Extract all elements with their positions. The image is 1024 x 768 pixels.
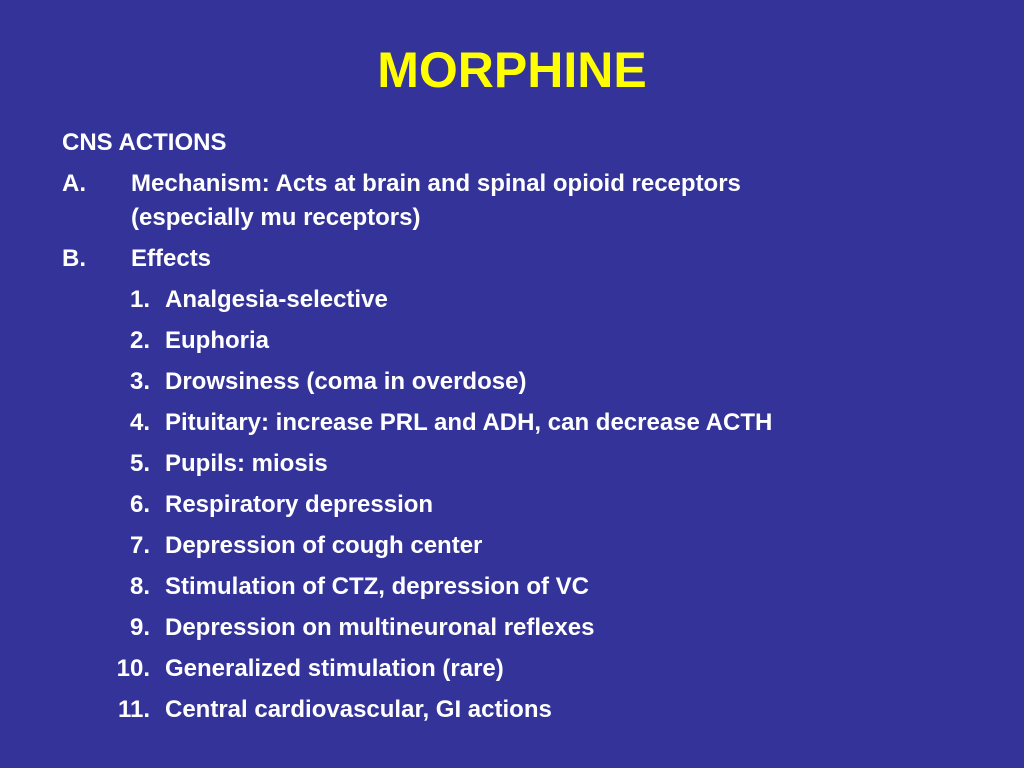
list-number: 9. (129, 614, 150, 641)
effects-label: Effects (131, 245, 212, 272)
list-number: 2. (129, 327, 150, 354)
list-item-text: Generalized stimulation (rare) (165, 655, 504, 682)
list-number: 7. (129, 532, 150, 559)
list-marker-b: B. (62, 245, 86, 272)
list-item-text: Stimulation of CTZ, depression of VC (165, 573, 590, 600)
list-item-text: Depression of cough center (165, 532, 483, 559)
mechanism-line-1: Mechanism: Acts at brain and spinal opioid receptors (131, 170, 741, 197)
list-number: 11. (117, 696, 150, 723)
list-marker-a: A. (62, 170, 86, 197)
list-number: 8. (129, 573, 150, 600)
list-number: 5. (129, 450, 150, 477)
list-item-text: Pupils: miosis (165, 450, 328, 477)
list-number: 1. (129, 286, 150, 313)
list-item-text: Drowsiness (coma in overdose) (165, 368, 527, 395)
list-item-text: Analgesia-selective (165, 286, 388, 313)
list-item-text: Central cardiovascular, GI actions (165, 696, 552, 723)
list-item-text: Pituitary: increase PRL and ADH, can decrease ACTH (165, 409, 773, 436)
list-item-text: Depression on multineuronal reflexes (165, 614, 595, 641)
list-number: 6. (129, 491, 150, 518)
slide-title: MORPHINE (377, 42, 647, 98)
list-number: 3. (129, 368, 150, 395)
list-number: 4. (129, 409, 150, 436)
mechanism-line-2: (especially mu receptors) (131, 204, 421, 231)
list-item-text: Euphoria (165, 327, 270, 354)
section-heading: CNS ACTIONS (62, 129, 227, 156)
list-item-text: Respiratory depression (165, 491, 434, 518)
list-number: 10. (116, 655, 150, 682)
